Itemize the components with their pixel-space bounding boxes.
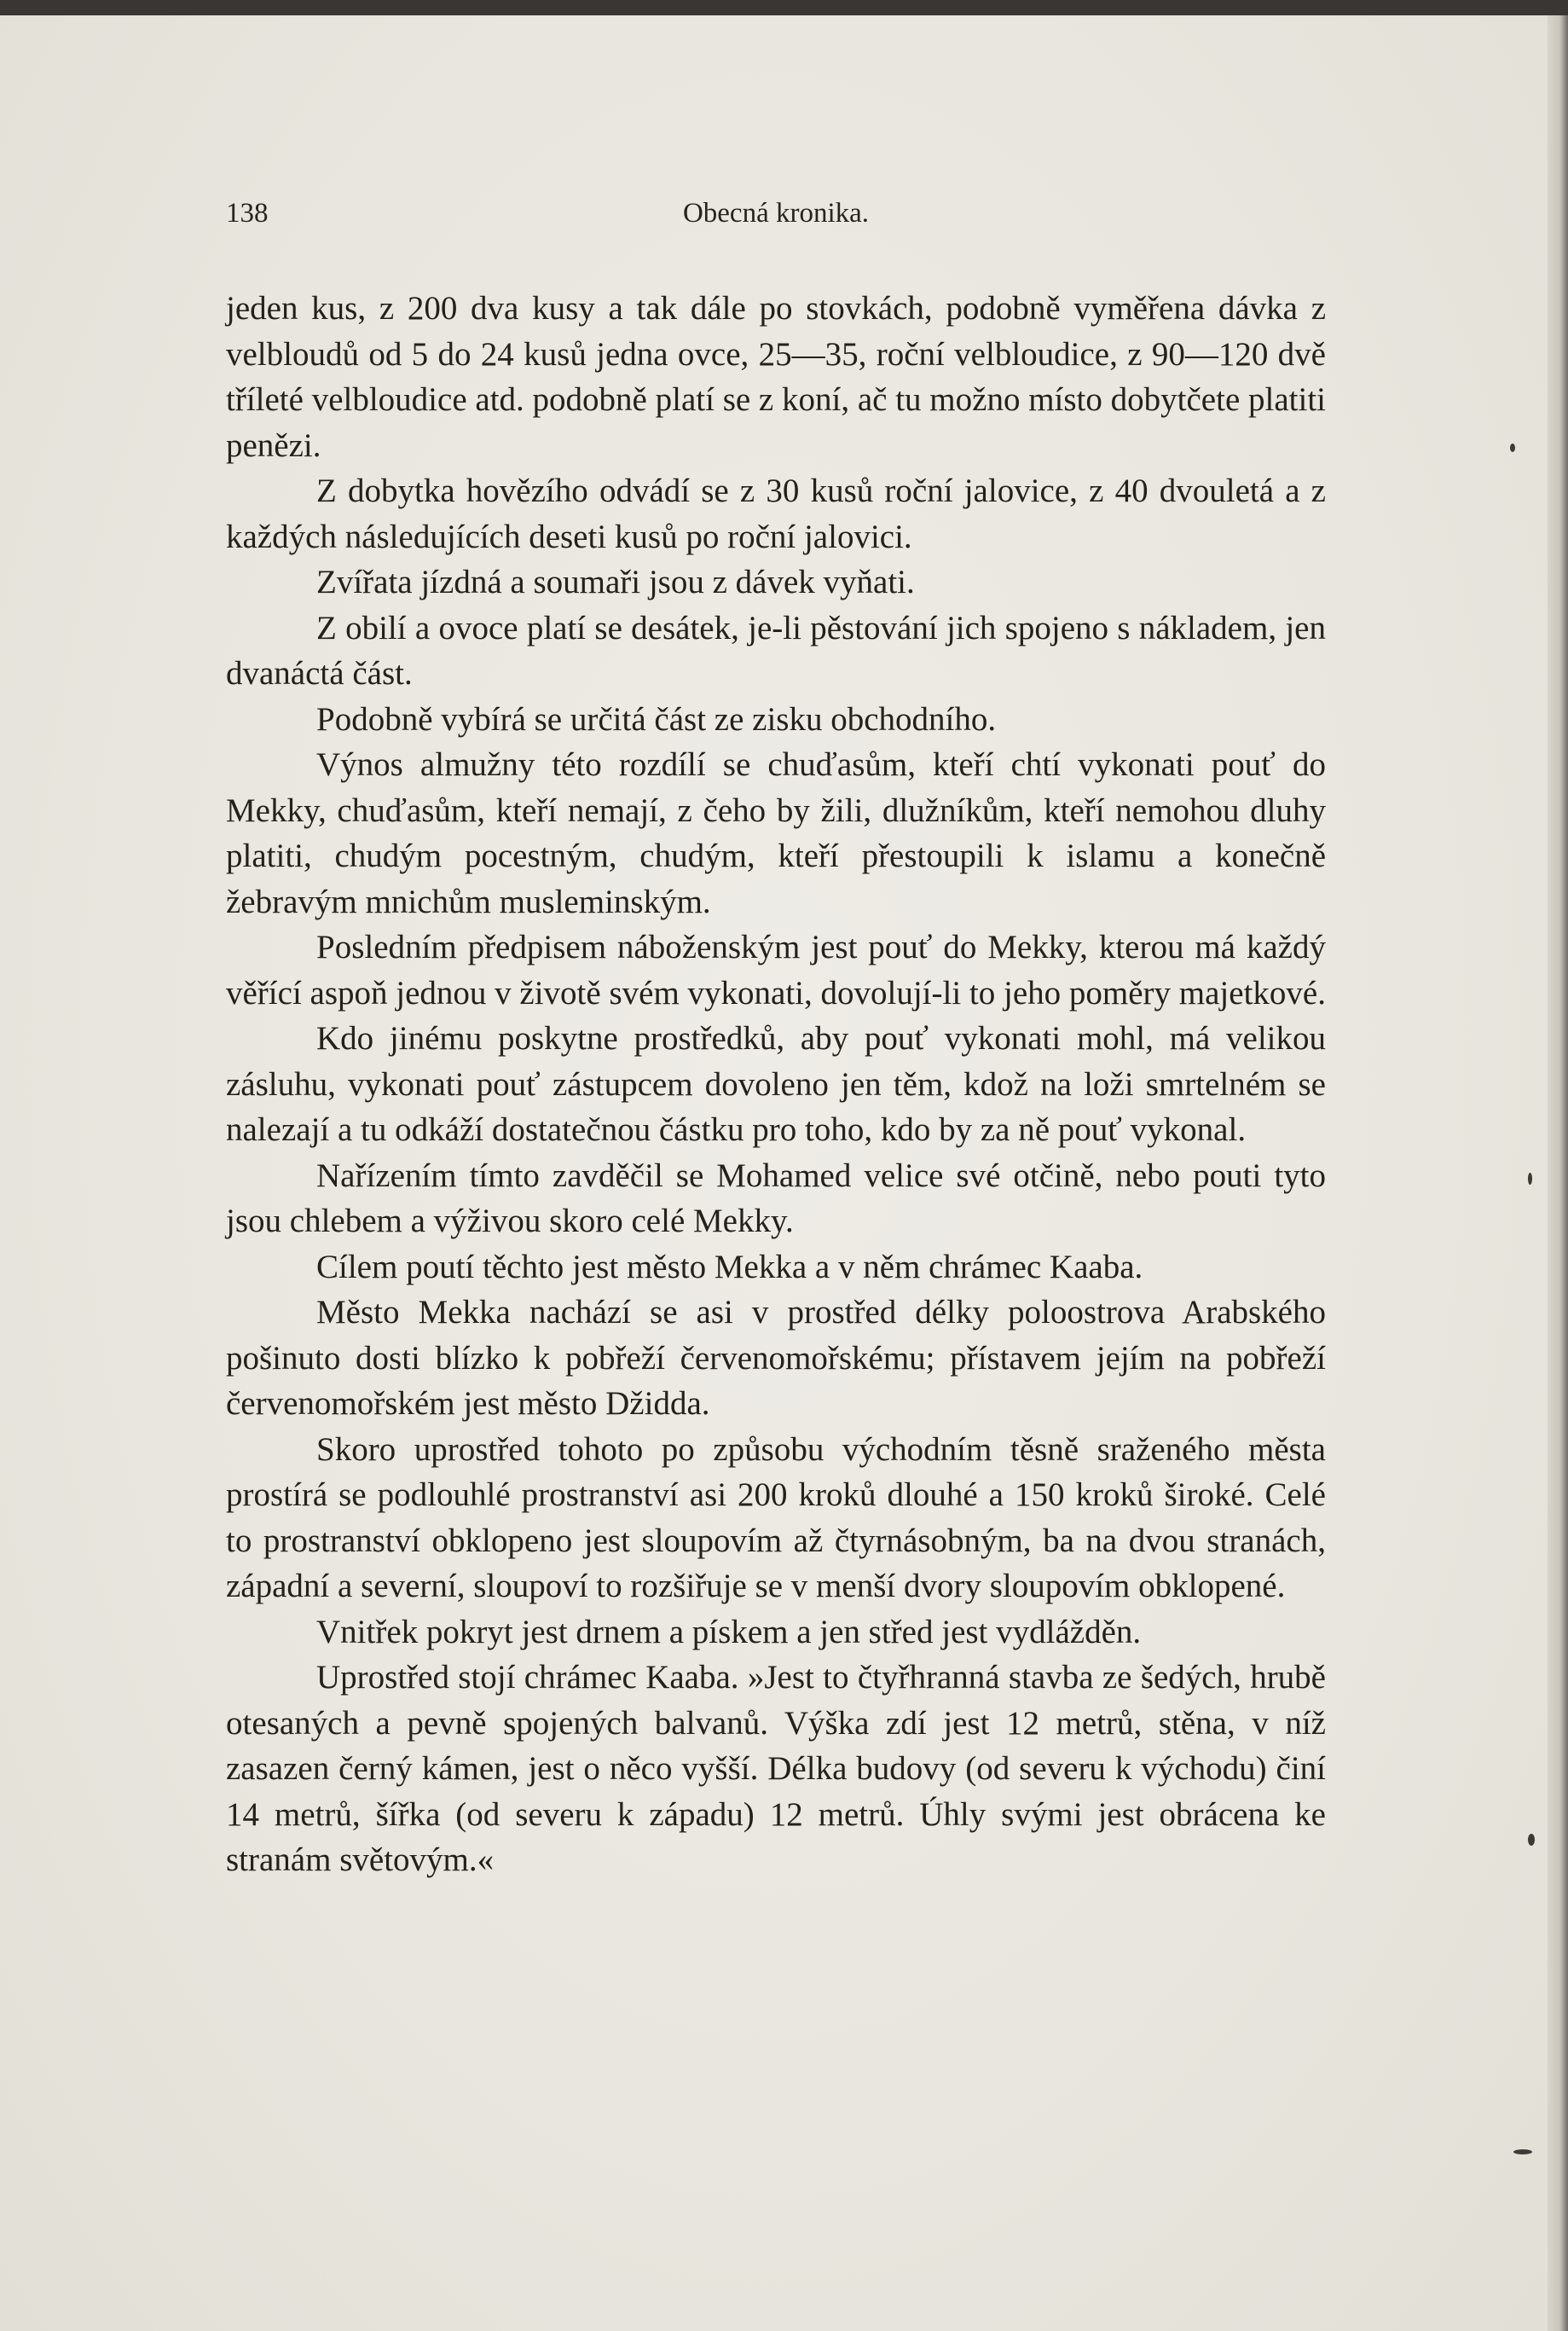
paragraph: Uprostřed stojí chrámec Kaaba. »Jest to čtyřhranná stavba ze šedých, hrubě otesaných a pevně spojených balvanů. Výška zdí jest 12 metrů, stěna, v níž zasazen černý kámen, jest o něco vyšší. Délka budovy (od severu k východu) činí 14 metrů, šířka (od severu k západu) 12 metrů. Úhly svými jest obrácena ke stranám světovým.« <box>226 1659 1326 1878</box>
paragraph: Z dobytka hovězího odvádí se z 30 kusů roční jalovice, z 40 dvouletá a z každých následujících deseti kusů po roční jalovici. <box>226 473 1326 555</box>
scan-speck <box>1528 1173 1532 1185</box>
paragraph: Skoro uprostřed tohoto po způsobu východním těsně sraženého města prostírá se podlouhlé prostranství asi 200 kroků dlouhé a 150 kroků široké. Celé to prostranství obklopeno jest sloupovím až čtyrnásobným, ba na dvou stranách, západní a severní, sloupoví to rozšiřuje se v menší dvory sloupovím obklopené. <box>226 1430 1326 1604</box>
scan-speck <box>1528 1834 1535 1846</box>
page-edge <box>1548 15 1568 2331</box>
scan-speck <box>1510 444 1515 452</box>
paragraph: Kdo jinému poskytne prostředků, aby pouť vykonati mohl, má velikou zásluhu, vykonati pouť zástupcem dovoleno jen těm, kdož na loži smrtelném se nalezají a tu odkáží dostatečnou částku pro toho, kdo by za ně pouť vykonal. <box>226 1020 1326 1148</box>
paragraph: Vnitřek pokryt jest drnem a pískem a jen střed jest vydlážděn. <box>316 1613 1142 1650</box>
paragraph: Z obilí a ovoce platí se desátek, je-li pěstování jich spojeno s nákladem, jen dvanáctá část. <box>226 609 1326 692</box>
paragraph: Výnos almužny této rozdílí se chuďasům, kteří chtí vykonati pouť do Mekky, chuďasům, kteří nemají, z čeho by žili, dlužníkům, kteří nemohou dluhy platiti, chudým pocestným, chudým, kteří přestoupili k islamu a konečně žebravým mnichům musleminským. <box>226 746 1326 920</box>
page-header <box>226 198 1326 239</box>
paragraph: Zvířata jízdná a soumaři jsou z dávek vyňati. <box>316 564 915 600</box>
scan-speck <box>1513 2149 1532 2154</box>
paragraph: jeden kus, z 200 dva kusy a tak dále po stovkách, podobně vyměřena dávka z velbloudů od 5 do 24 kusů jedna ovce, 25—35, roční velbloudice, z 90—120 dvě tříleté velbloudice atd. podobně platí se z koní, ač tu možno místo dobytčete platiti penězi. <box>226 290 1326 464</box>
paragraph: Cílem poutí těchto jest město Mekka a v něm chrámec Kaaba. <box>316 1248 1143 1285</box>
paragraph: Nařízením tímto zavděčil se Mohamed velice své otčině, nebo pouti tyto jsou chlebem a výživou skoro celé Mekky. <box>226 1157 1326 1239</box>
paragraph: Podobně vybírá se určitá část ze zisku obchodního. <box>316 700 997 738</box>
paragraph: Město Mekka nachází se asi v prostřed délky poloostrova Arabského pošinuto dosti blízko k pobřeží červenomořskému; přístavem jejím na pobřeží červenomořském jest město Džidda. <box>226 1294 1326 1422</box>
body-text <box>226 286 1326 1883</box>
page-number: 138 <box>226 198 269 229</box>
running-title: Obecná kronika. <box>682 198 870 229</box>
paragraph: Posledním předpisem náboženským jest pouť do Mekky, kterou má každý věřící aspoň jednou v životě svém vykonati, dovolují-li to jeho poměry majetkové. <box>226 929 1326 1012</box>
